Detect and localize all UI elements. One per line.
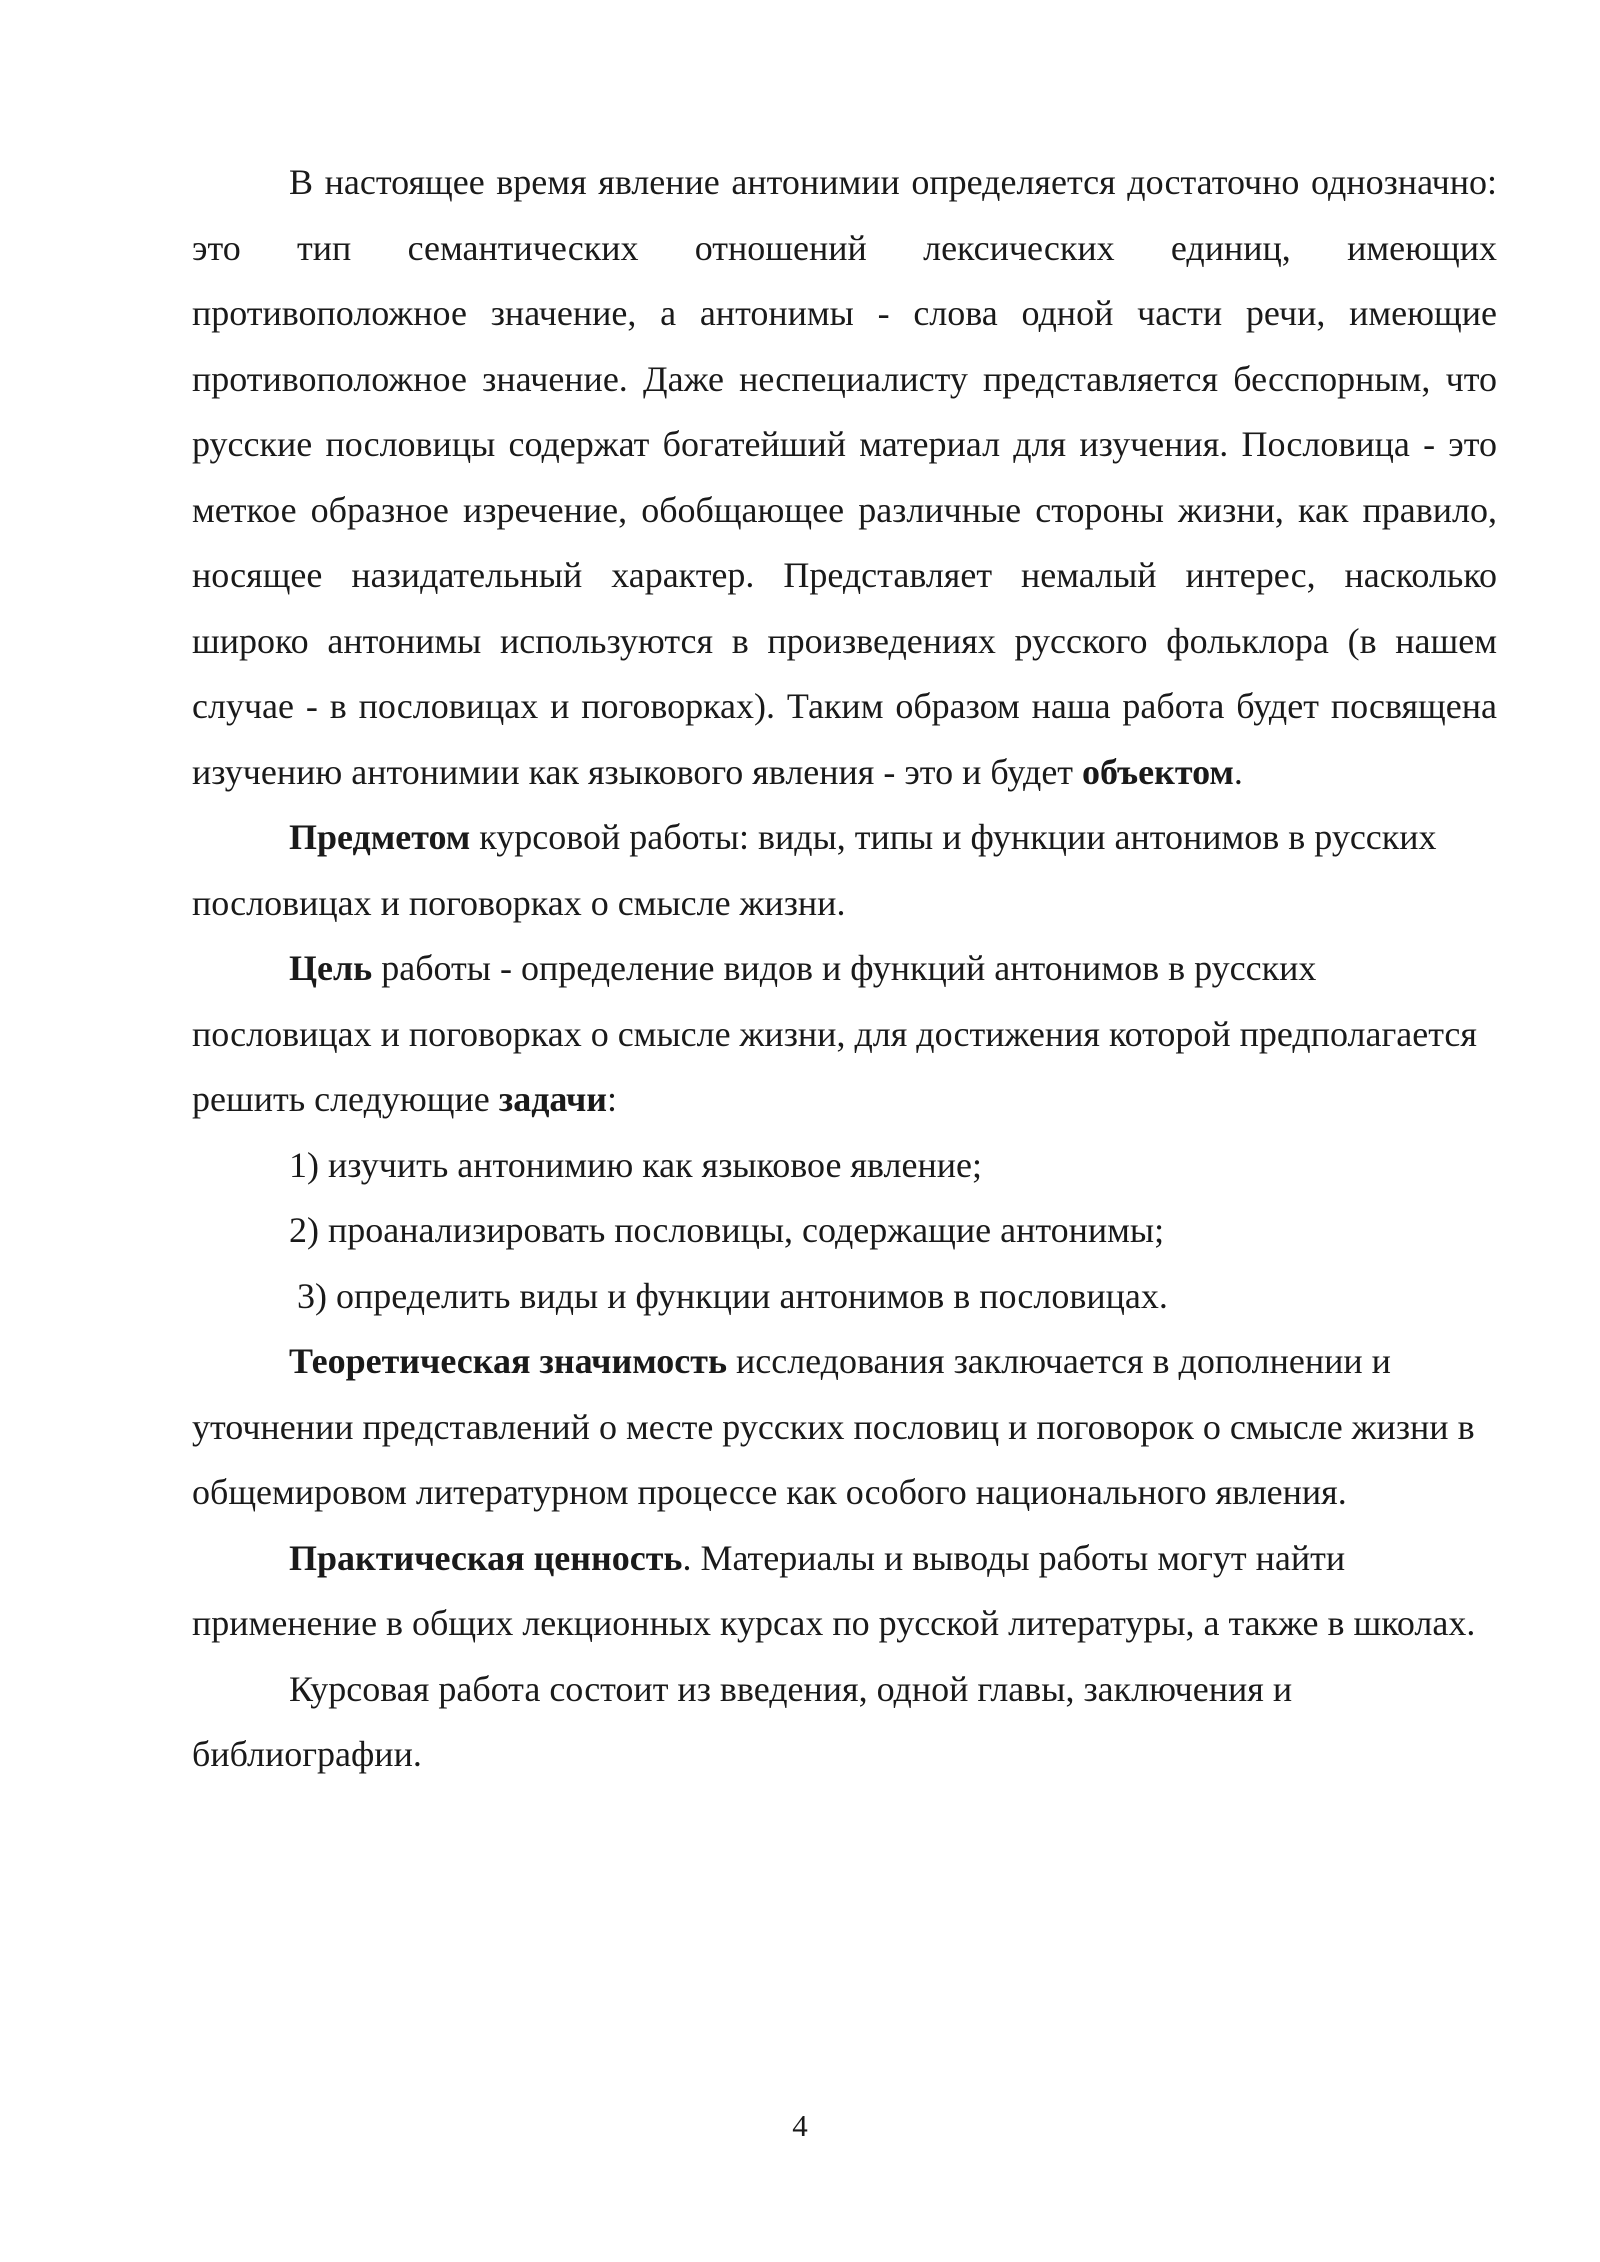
structure-text: Курсовая работа состоит из введения, одной главы, заключения и библиографии. [192,1668,1293,1774]
subject-text: курсовой работы: виды, типы и функции антонимов в русских пословицах и поговорках о смысле жизни. [192,817,1437,923]
theoretical-term: Теоретическая значимость [289,1341,727,1381]
subject-term: Предметом [289,817,471,857]
intro-tail: . [1233,751,1243,792]
theoretical-text: исследования заключается в дополнении и уточнении представлений о месте русских пословиц и поговорок о смысле жизни в общемировом литературном процессе как особого национального явления. [192,1341,1475,1512]
theoretical-paragraph [192,1329,1497,1526]
goal-paragraph [192,936,1497,1133]
page-number: 4 [792,2108,808,2143]
intro-text: В настоящее время явление антонимии определяется достаточно однозначно: это тип семантических отношений лексических единиц, имеющих противоположное значение, а антонимы - слова одной части речи, имеющие противоположное значение. Даже неспециалисту представляется бесспорным, что русские пословицы содержат богатейший материал для изучения. Пословица - это меткое образное изречение, обобщающее различные стороны жизни, как правило, носящее назидательный характер. Представляет немалый интерес, насколько широко антонимы используются в произведениях русского фольклора (в нашем случае - в пословицах и поговорках). Таким образом наша работа будет посвящена изучению антонимии как языкового явления - это и будет [192,162,1497,792]
tasks-term: задачи [498,1079,608,1119]
task-item-1: 1) изучить антонимию как языковое явление; [289,1144,982,1185]
goal-tail: : [607,1079,618,1119]
structure-paragraph [192,1657,1497,1788]
task-item-3: 3) определить виды и функции антонимов в пословицах. [297,1275,1168,1316]
task-item-2: 2) проанализировать пословицы, содержащие антонимы; [289,1210,1165,1250]
goal-text: работы - определение видов и функций антонимов в русских пословицах и поговорках о смысле жизни, для достижения которой предполагается решить следующие [192,948,1477,1119]
object-term: объектом [1082,751,1234,792]
intro-paragraph [192,150,1497,805]
subject-paragraph [192,805,1497,936]
practical-paragraph [192,1526,1497,1657]
goal-term: Цель [289,948,373,988]
practical-term: Практическая ценность [289,1537,683,1578]
body-text [192,150,1497,1788]
practical-text: . Материалы и выводы работы могут найти применение в общих лекционных курсах по русской литературы, а также в школах. [192,1537,1476,1643]
